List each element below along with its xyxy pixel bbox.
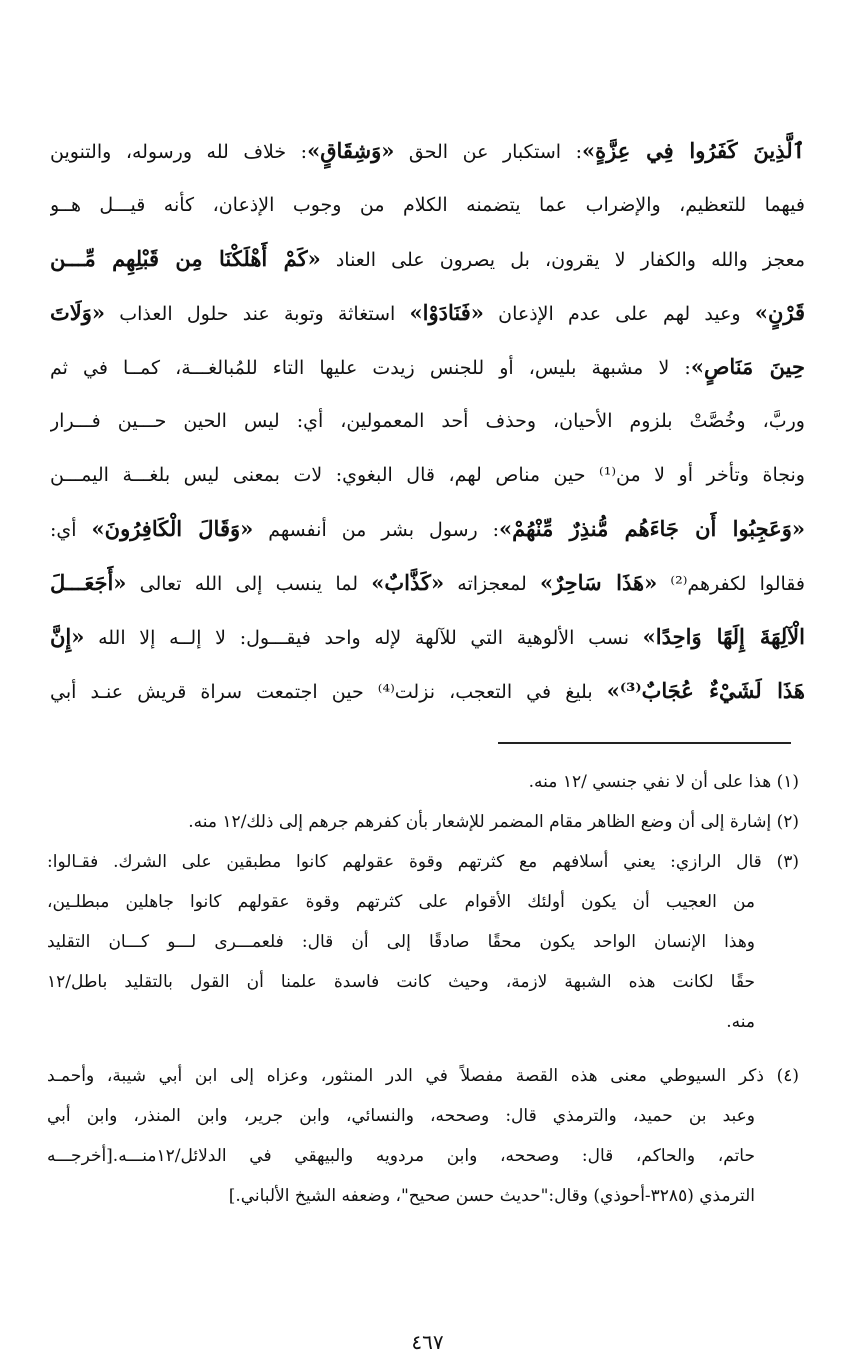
footnote-line: من العجيب أن يكون أولئك الأقوام على كثرتهم وقوة عقولهم كانوا جاهلين مبطلـين، <box>47 892 755 912</box>
footnote <box>47 1056 799 1216</box>
footnote-line: وهذا الإنسان الواحد يكون محقًا صادقًا إلى أن قال: فلعمـــرى لـــو كـــان التقليد <box>47 932 755 952</box>
footnote-line: حاتم، والحاكم، قال: وصححه، وابن مردويه والبيهقي في الدلائل/١٢منـــه.[أخرجـــه <box>47 1146 755 1166</box>
commentary-text: : استكبار عن الحق <box>394 141 583 163</box>
commentary-text: نسب الألوهية التي للآلهة لإله واحد فيقـــول: لا إلــه إلا الله <box>84 627 643 649</box>
main-text <box>50 124 805 718</box>
commentary-text: وربَّ، وخُصَّتْ بلزوم الأحيان، وحذف أحد المعمولين، أي: ليس الحين حـــين فـــرار <box>50 410 805 432</box>
footnote <box>47 802 799 842</box>
footnote-line: حقًا لكانت هذه الشبهة لازمة، وحيث كانت فاسدة علمنا أن القول بالتقليد باطل/١٢ <box>47 972 755 992</box>
quran-quote: قَرْنٍ» <box>754 300 805 325</box>
commentary-text: لما ينسب إلى الله تعالى <box>126 573 372 595</box>
text-line <box>50 664 805 718</box>
quran-quote: ٱلَّذِينَ كَفَرُوا فِي عِزَّةٍ» <box>582 138 805 163</box>
footnote <box>47 842 799 1042</box>
footnote-line: (١) هذا على أن لا نفي جنسي /١٢ منه. <box>528 772 799 792</box>
text-line <box>50 124 805 178</box>
commentary-text: بليغ في التعجب، نزلت⁽⁴⁾ حين اجتمعت سراة قريش عنـد أبي <box>50 681 607 703</box>
commentary-text: استغاثة وتوبة عند حلول العذاب <box>105 303 410 325</box>
commentary-text: : خلاف لله ورسوله، والتنوين <box>50 141 308 163</box>
text-line <box>50 178 805 232</box>
footnote-line: وعبد بن حميد، والترمذي قال: وصححه، والنسائي، وابن جرير، وابن المنذر، وابن أبي <box>47 1106 755 1126</box>
footnote-line: (٤) ذكر السيوطي معنى هذه القصة مفصلاً في الدر المنثور، وعزاه إلى ابن أبي شيبة، وأحمـد <box>47 1066 799 1086</box>
footnote-line: (٣) قال الرازي: يعني أسلافهم مع كثرتهم وقوة عقولهم كانوا مطبقين على الشرك. فقـالوا: <box>47 852 799 872</box>
text-line <box>50 394 805 448</box>
footnote-gap <box>47 1042 799 1056</box>
commentary-text: وعيد لهم على عدم الإذعان <box>483 303 755 325</box>
commentary-text: ونجاة وتأخر أو لا من⁽¹⁾ حين مناص لهم، قال البغوي: لات بمعنى ليس بلغـــة اليمـــن <box>50 464 805 486</box>
commentary-text: فيهما للتعظيم، والإضراب عما يتضمنه الكلام من وجوب الإذعان، كأنه قيـــل هــو <box>50 194 805 216</box>
quran-quote: هَذَا لَشَيْءٌ عُجَابٌ⁽³⁾» <box>606 678 805 703</box>
quran-quote: «إِنَّ <box>50 624 85 649</box>
quran-quote: «هَذَا سَاحِرٌ» <box>539 570 658 595</box>
quran-quote: حِينَ مَنَاصٍ» <box>690 354 805 379</box>
quran-quote: «وَشِقَاقٍ» <box>307 138 395 163</box>
text-line <box>50 556 805 610</box>
commentary-text: : لا مشبهة بليس، أو للجنس زيدت عليها التاء للمُبالغـــة، كمــا في ثم <box>50 357 691 379</box>
commentary-text: أي: <box>50 519 92 541</box>
quran-quote: «وَلَاتَ <box>50 300 106 325</box>
text-line <box>50 286 805 340</box>
text-line <box>50 610 805 664</box>
quran-quote: «وَقَالَ الْكَافِرُونَ» <box>91 516 254 541</box>
footnote-line: (٢) إشارة إلى أن وضع الظاهر مقام المضمر للإشعار بأن كفرهم جرهم إلى ذلك/١٢ منه. <box>188 812 799 832</box>
quran-quote: الْآلِهَةَ إِلَهًا وَاحِدًا» <box>642 624 805 649</box>
text-line <box>50 340 805 394</box>
footnote-line: الترمذي (٣٢٨٥-أحوذي) وقال:"حديث حسن صحيح"، وضعفه الشيخ الألباني.] <box>228 1186 755 1206</box>
quran-quote: «كَمْ أَهْلَكْنَا مِن قَبْلِهِم مِّـــن <box>50 246 321 271</box>
footnote <box>47 762 799 802</box>
quran-quote: «كَذَّابٌ» <box>371 570 445 595</box>
text-line <box>50 232 805 286</box>
footnotes <box>47 762 799 1216</box>
quran-quote: «أَجَعَـــلَ <box>50 570 127 595</box>
footnote-line: منه. <box>726 1012 755 1032</box>
quran-quote: «وَعَجِبُوا أَن جَاءَهُم مُّنذِرٌ مِّنْهُمْ» <box>499 516 805 541</box>
text-line <box>50 448 805 502</box>
footnote-divider <box>498 742 791 744</box>
commentary-text: لمعجزاته <box>444 573 540 595</box>
commentary-text: فقالوا لكفرهم⁽²⁾ <box>657 573 805 595</box>
page-number: ٤٦٧ <box>411 1330 444 1354</box>
quran-quote: «فَنَادَوْا» <box>409 300 484 325</box>
commentary-text: : رسول بشر من أنفسهم <box>253 519 500 541</box>
text-line <box>50 502 805 556</box>
commentary-text: معجز والله والكفار لا يقرون، بل يصرون على العناد <box>320 249 805 271</box>
